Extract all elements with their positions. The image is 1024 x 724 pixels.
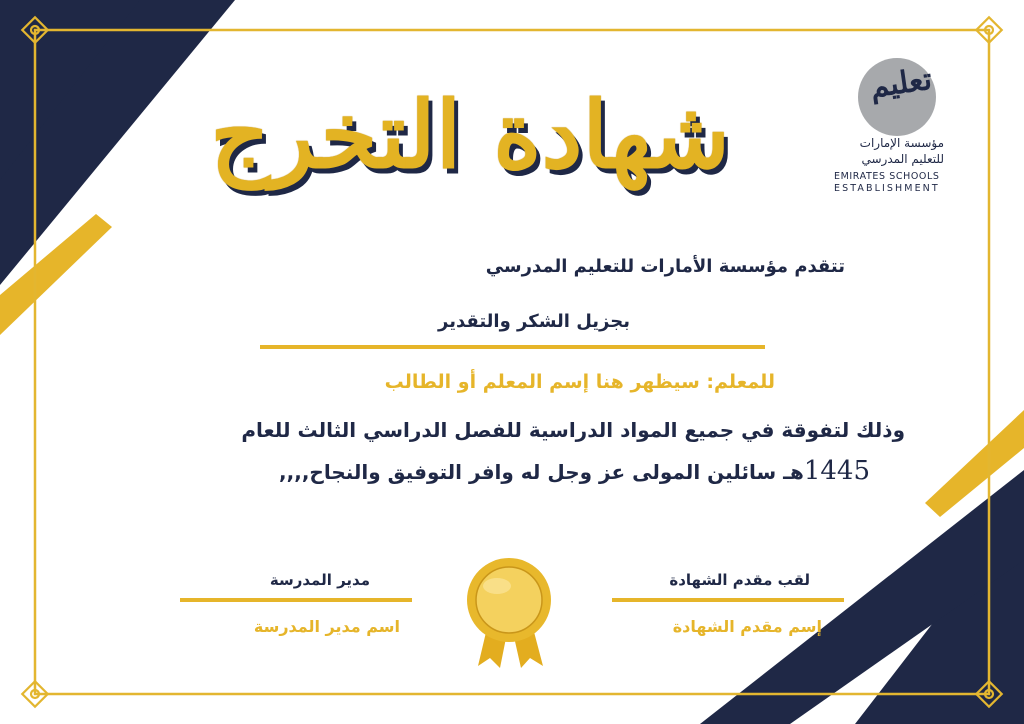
organization-logo xyxy=(834,58,964,198)
body-line-1: وذلك لتفوقة في جميع المواد الدراسية للفصل الدراسي الثالث للعام xyxy=(241,418,905,442)
logo-name-en-line2: ESTABLISHMENT xyxy=(834,183,940,194)
body-line-2 xyxy=(150,456,870,486)
signature-line-left xyxy=(180,598,412,602)
recipient-name-line: للمعلم: سيظهر هنا إسم المعلم أو الطالب xyxy=(384,371,775,393)
certificate-title: شهادة التخرج xyxy=(210,81,730,189)
header-separator-line xyxy=(260,345,765,349)
logo-name-en-line1: EMIRATES SCHOOLS xyxy=(834,171,940,182)
academic-year: 1445 xyxy=(803,456,870,486)
gold-medal-icon xyxy=(467,558,551,668)
intro-text: تتقدم مؤسسة الأمارات للتعليم المدرسي xyxy=(485,256,845,277)
presenter-title: لقب مقدم الشهادة xyxy=(669,571,810,589)
presenter-name: إسم مقدم الشهادة xyxy=(672,617,822,636)
principal-title: مدير المدرسة xyxy=(269,571,370,589)
body-line-2-text: هـ سائلين المولى عز وجل له وافر التوفيق والنجاح,,,, xyxy=(279,460,804,484)
logo-mark-text: تعليم xyxy=(867,61,935,106)
signature-line-right xyxy=(612,598,844,602)
logo-name-ar-line2: للتعليم المدرسي xyxy=(861,152,944,166)
thanks-text: بجزيل الشكر والتقدير xyxy=(438,311,630,332)
logo-name-ar-line1: مؤسسة الإمارات xyxy=(859,136,944,150)
principal-name: اسم مدير المدرسة xyxy=(253,617,400,636)
